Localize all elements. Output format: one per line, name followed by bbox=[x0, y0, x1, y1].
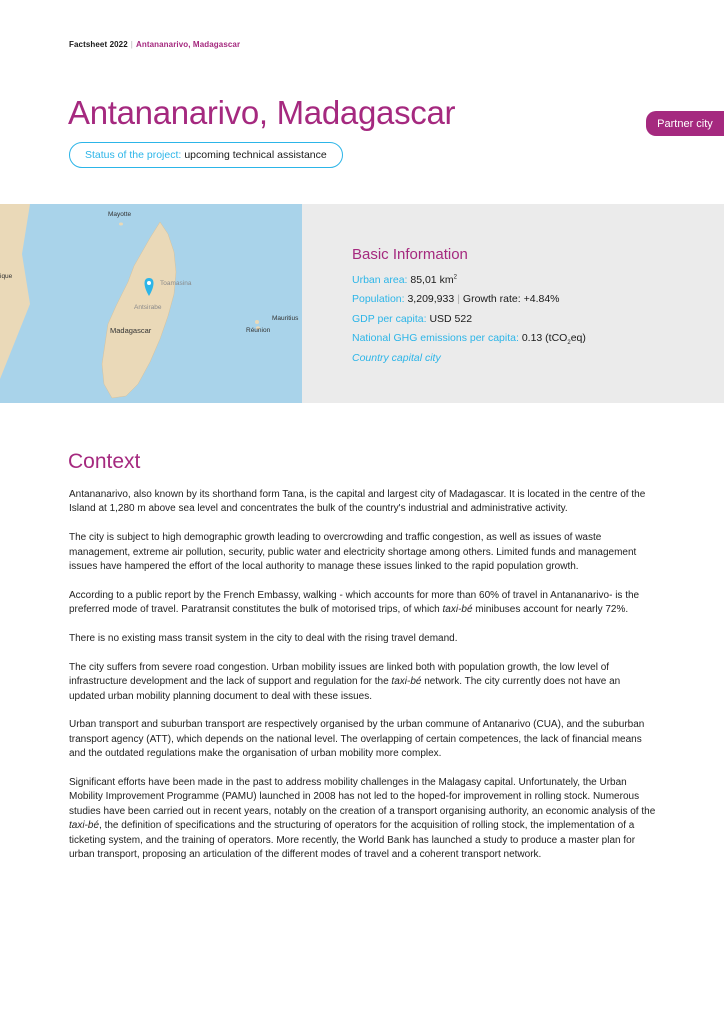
population-key: Population: bbox=[352, 293, 405, 305]
map-label-antsirabe: Antsirabe bbox=[134, 304, 162, 311]
context-paragraph-1: Antananarivo, also known by its shorthand form Tana, is the capital and largest city of Madagascar. It is located in the centre of the Island at 1,280 m above sea level and concentrates the bulk of the country's industrial and administrative activity. bbox=[69, 489, 646, 515]
capital-city-note: Country capital city bbox=[352, 352, 441, 364]
map-label-madagascar: Madagascar bbox=[110, 326, 152, 335]
location-map bbox=[0, 204, 302, 403]
ghg-value-sub: 2 bbox=[567, 340, 571, 347]
breadcrumb-separator: | bbox=[130, 40, 133, 49]
ghg-value-pre: 0.13 (tCO bbox=[521, 332, 568, 344]
urban-area-key: Urban area: bbox=[352, 274, 408, 286]
p3-text-b: minibuses account for nearly 72%. bbox=[472, 604, 629, 616]
urban-area-value bbox=[410, 274, 457, 286]
ghg-value-post: eq) bbox=[570, 332, 586, 344]
p5-text-b: network. The city currently does not have an updated urban mobility planning document to deal with these issues. bbox=[69, 676, 621, 702]
breadcrumb bbox=[69, 40, 240, 49]
p7-italic: taxi-bé bbox=[69, 820, 100, 832]
gdp-value: USD 522 bbox=[429, 313, 473, 325]
map-label-toamasina: Toamasina bbox=[160, 280, 192, 287]
context-paragraph-4: There is no existing mass transit system in the city to deal with the rising travel demand. bbox=[69, 633, 458, 645]
map-mayotte-island bbox=[119, 223, 123, 226]
map-label-mozambique: ique bbox=[0, 273, 13, 280]
population-separator: | bbox=[457, 293, 460, 305]
map-label-reunion: Réunion bbox=[246, 327, 271, 334]
population-row bbox=[352, 293, 560, 305]
p5-text-a: The city suffers from severe road congestion. Urban mobility issues are linked both with population growth, the low level of infrastructure development and the lack of support and regulation for the bbox=[69, 661, 610, 688]
context-heading: Context bbox=[68, 450, 141, 473]
context-paragraph-2: The city is subject to high demographic growth leading to overcrowding and traffic congestion, as well as issues of waste management, extreme air pollution, security, public water and electricity shortage among others. Limited funds and management issues have hampered the effort of the local authority to manage these issues linked to the rapid population growth. bbox=[69, 532, 637, 573]
urban-area-unit-sup: 2 bbox=[453, 274, 457, 281]
map-label-mauritius: Mauritius bbox=[272, 315, 299, 322]
basic-information-heading: Basic Information bbox=[352, 246, 468, 263]
project-status-pill bbox=[69, 142, 343, 168]
growth-rate-value: Growth rate: +4.84% bbox=[462, 293, 560, 305]
p5-italic: taxi-bé bbox=[391, 676, 422, 688]
ghg-key: National GHG emissions per capita: bbox=[352, 332, 519, 344]
p7-text-a: Significant efforts have been made in the past to address mobility challenges in the Malagasy capital. Unfortunately, the Urban Mobility Improvement Programme (PAMU) launched in 2008 has not led to the hoped-for improvement in rolling stock. Numerous studies have been carried out in recent years, notably on the creation of a transport organising authority, an economic analysis of the bbox=[69, 777, 656, 817]
map-mauritius-island bbox=[255, 320, 259, 324]
context-paragraph-3 bbox=[69, 589, 659, 618]
breadcrumb-doc: Factsheet 2022 bbox=[69, 40, 128, 49]
map-label-mayotte: Mayotte bbox=[108, 211, 132, 218]
context-paragraph-6: Urban transport and suburban transport are respectively organised by the urban commune of Antanarivo (CUA), and the suburban transport agency (ATT), which depends on the national level. The overlapping of certain competences, the lack of financial means and the outdated regulations make the organisation of urban mobility more complex. bbox=[69, 719, 645, 760]
ghg-row bbox=[352, 332, 586, 346]
location-pin-dot bbox=[147, 281, 151, 285]
urban-area-row bbox=[352, 274, 457, 286]
ghg-value bbox=[521, 332, 586, 347]
context-body bbox=[69, 488, 659, 877]
population-value: 3,209,933 bbox=[407, 293, 455, 305]
partner-city-badge: Partner city bbox=[646, 111, 724, 136]
gdp-key: GDP per capita: bbox=[352, 313, 427, 325]
p3-italic: taxi-bé bbox=[442, 604, 473, 616]
context-paragraph-5 bbox=[69, 661, 659, 704]
status-label: Status of the project: bbox=[85, 149, 182, 161]
status-value: upcoming technical assistance bbox=[184, 149, 327, 161]
p3-text-a: According to a public report by the French Embassy, walking - which accounts for more than 60% of travel in Antananarivo- is the preferred mode of travel. Paratransit constitutes the bulk of motorised trips, of which bbox=[69, 589, 640, 616]
urban-area-number: 85,01 km bbox=[410, 274, 454, 286]
context-paragraph-7 bbox=[69, 776, 659, 862]
gdp-row bbox=[352, 313, 472, 325]
basic-information-panel bbox=[302, 204, 724, 403]
page-title: Antananarivo, Madagascar bbox=[68, 94, 456, 131]
p7-text-b: , the definition of specifications and the structuring of operators for the acquisition of rolling stock, the implementation of a ticketing system, and the training of operators. More recently, the World Bank has launched a study to produce a master plan for urban transport, proposing an articulation of the different modes of travel and a coherent transport network. bbox=[69, 820, 636, 861]
breadcrumb-city: Antananarivo, Madagascar bbox=[135, 40, 241, 49]
